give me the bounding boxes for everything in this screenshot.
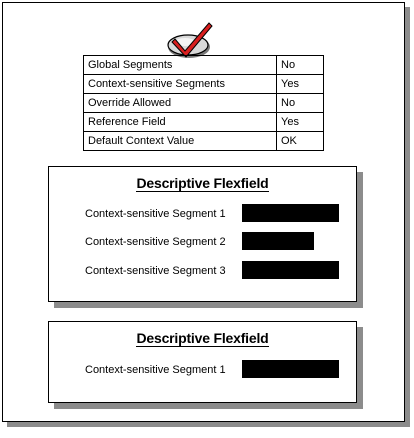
table-row — [84, 94, 324, 113]
panel-title-text: Descriptive Flexfield — [136, 330, 269, 346]
property-value: No — [277, 94, 324, 113]
segment-field[interactable] — [242, 232, 314, 250]
properties-table — [83, 55, 324, 151]
segment-field[interactable] — [242, 204, 339, 222]
property-label: Global Segments — [84, 56, 277, 75]
diagram-frame — [2, 2, 405, 422]
flexfield-panel-1 — [48, 166, 357, 302]
panel-title — [49, 330, 356, 346]
segment-label: Context-sensitive Segment 3 — [85, 265, 226, 277]
property-value: OK — [277, 132, 324, 151]
property-value: Yes — [277, 113, 324, 132]
property-label: Context-sensitive Segments — [84, 75, 277, 94]
property-label: Override Allowed — [84, 94, 277, 113]
segment-label: Context-sensitive Segment 2 — [85, 236, 226, 248]
property-value: No — [277, 56, 324, 75]
table-row — [84, 56, 324, 75]
property-label: Default Context Value — [84, 132, 277, 151]
segment-field[interactable] — [242, 360, 339, 378]
table-row — [84, 132, 324, 151]
panel-title-text: Descriptive Flexfield — [136, 175, 269, 191]
panel-title — [49, 175, 356, 191]
table-row — [84, 75, 324, 94]
segment-label: Context-sensitive Segment 1 — [85, 208, 226, 220]
flexfield-panel-2 — [48, 321, 357, 403]
segment-label: Context-sensitive Segment 1 — [85, 364, 226, 376]
property-label: Reference Field — [84, 113, 277, 132]
segment-field[interactable] — [242, 261, 339, 279]
table-row — [84, 113, 324, 132]
property-value: Yes — [277, 75, 324, 94]
